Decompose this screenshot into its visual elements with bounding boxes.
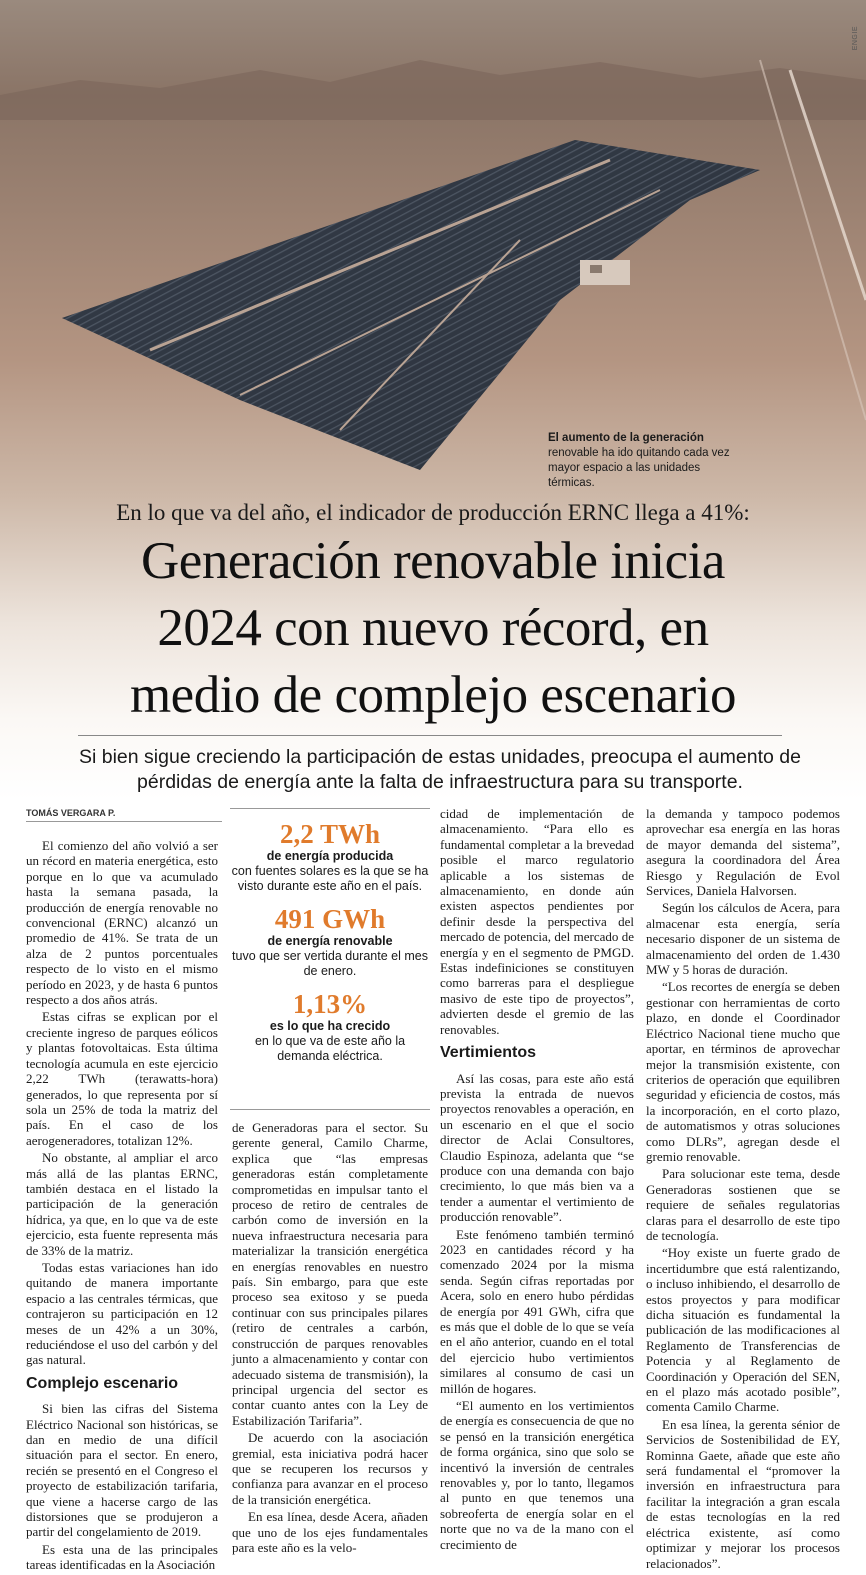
paragraph: Para solucionar este tema, desde Generadoras sostienen que se requiere de señales regulatorias claras para el desarrollo de este tipo de tecnología. [646,1166,840,1243]
subheading-vertimientos: Vertimientos [440,1044,537,1062]
paragraph: de Generadoras para el sector. Su gerente general, Camilo Charme, explica que “las empresas generadoras están completamente comprometidas en impulsar tanto el proceso de retiro de centrales de carbón como de inversión en la nueva infraestructura necesaria para materializar la transición energética en energías renovables en nuestro país. Sin embargo, para que este proceso sea exitoso y se pueda continuar con sus principales pilares (retiro de centrales a carbón, construcción de parques renovables junto a almacenamiento y contar con adecuado sistema de transmisión), la principal urgencia del sector es contar cuanto antes con la Ley de Estabilización Tarifaria”. [232,1120,428,1428]
fact-bold: es lo que ha crecido [269,1019,391,1033]
fact-bold: de energía renovable [267,934,393,948]
column-4 [646,806,840,1573]
fact-item [230,989,430,1064]
paragraph: Todas estas variaciones han ido quitando de manera importante espacio a las centrales térmicas, que contrajeron su participación en 12 meses de un 42% a un 30%, reduciéndose el uso del carbón y del gas natural. [26,1259,218,1368]
fact-item [230,819,430,894]
byline: TOMÁS VERGARA P. [26,808,116,818]
photo-caption [548,431,748,491]
headline [0,528,866,729]
column-2 [232,1120,428,1557]
paragraph: De acuerdo con la asociación gremial, esta iniciativa podrá hacer que se recuperen los recursos y confianza para avanzar en el proceso de la transición energética. [232,1430,428,1507]
paragraph: Así las cosas, para este año está prevista la entrada de nuevos proyectos renovables a operación, en un escenario en el que el socio director de Aclai Consultores, Claudio Espinoza, adelanta que “se produce con una demanda con bajo crecimiento, lo que más bien va a tender a aumentar el vertimiento de producción renovable”. [440,1070,634,1225]
paragraph: Según los cálculos de Acera, para almacenar esta energía, sería necesario disponer de un sistema de almacenamiento del orden de 1.430 MW y 5 horas de duración. [646,900,840,978]
paragraph: Es esta una de las principales tareas identificadas en la Asociación [26,1541,218,1573]
headline-rule [78,735,782,736]
paragraph: la demanda y tampoco podemos aprovechar esa energía en las horas de mayor demanda del sistema”, asegura la coordinadora del Área Riesgo y Regulación de Evol Services, Daniela Halvorsen. [646,806,840,899]
facts-box [230,808,430,1110]
headline-line-2: 2024 con nuevo récord, en [157,599,709,657]
byline-rule [26,821,222,822]
paragraph: “El aumento en los vertimientos de energía es consecuencia de que no se pensó en la transición energética de forma orgánica, sino que solo se incentivó la inversión de centrales renovables y, por lo tanto, llegamos al punto en que tenemos una sobreoferta de energía solar en el norte que no va de la mano con el crecimiento de [440,1398,634,1552]
fact-text: con fuentes solares es la que se ha visto durante este año en el país. [231,864,429,893]
paragraph: Estas cifras se explican por el creciente ingreso de parques eólicos y plantas fotovoltaicas. Esta última tecnología acumula en este ejercicio 2,22 TWh (terawatts-hora) generados, lo que representa por sí sola un 25% de toda la matriz del país. En el caso de los aerogeneradores, totalizan 12%. [26,1009,218,1148]
photo-credit: ENGIE [852,26,859,51]
fact-value: 1,13% [292,989,368,1019]
paragraph: cidad de implementación de almacenamiento. “Para ello es fundamental completar a la brevedad posible el marco regulatorio aplicable a los sistemas de almacenamiento, en donde aún existen aspectos pendientes por definir desde la perspectiva del mercado de potencia, del mercado de energía y en el segmento de PMGD. Estas indefiniciones se constituyen como barreras para el despliegue masivo de este tipo de proyectos”, advierten desde el gremio de las renovables. [440,806,634,1037]
paragraph: En esa línea, desde Acera, añaden que uno de los ejes fundamentales para este año es la velo- [232,1509,428,1555]
paragraph: “Hoy existe un fuerte grado de incertidumbre que está ralentizando, o incluso inhibiendo, el desarrollo de estos proyectos y para modificar dicha situación es fundamental la publicación de las modificaciones al Reglamento de Transferencias de Potencia y al Reglamento de Coordinación y Operación del SEN, en el plazo más acotado posible”, comenta Camilo Charme. [646,1245,840,1415]
fact-value: 2,2 TWh [279,819,381,849]
fact-text: en lo que va de este año la demanda eléctrica. [254,1034,406,1063]
column-3 [440,806,634,1554]
paragraph: No obstante, al ampliar el arco más allá de las plantas ERNC, también destaca en el listado la participación de la generación hídrica, ya que, en lo que va de este ejercicio, esta fuente representa más de 33% de la matriz. [26,1150,218,1258]
subheading-complejo: Complejo escenario [26,1374,179,1392]
paragraph: Este fenómeno también terminó 2023 en cantidades récord y ha comenzado 2024 por la misma senda. Según cifras reportadas por Acera, solo en enero hubo pérdidas de energía por 491 GWh, cifra que es más que el doble de lo que se veía en el año anterior, cuando en el total del ejercicio hubo vertimientos similares al consumo de casi un millón de hogares. [440,1226,634,1396]
paragraph: El comienzo del año volvió a ser un récord en materia energética, esto porque en lo que va acumulado hasta la semana pasada, la producción de energía renovable no convencional (ERNC) alcanzó un promedio de 41%. Se trata de un alza de 2 puntos porcentuales respecto de lo visto en el mismo período en 2023, y de hasta 6 puntos respecto a dos años atrás. [26,838,218,1008]
caption-text: renovable ha ido quitando cada vez mayor espacio a las unidades térmicas. [548,447,730,489]
kicker: En lo que va del año, el indicador de producción ERNC llega a 41%: [116,500,750,525]
headline-line-1: Generación renovable inicia [141,532,725,590]
fact-value: 491 GWh [274,904,386,934]
paragraph: En esa línea, la gerenta sénior de Servicios de Sostenibilidad de EY, Rominna Gaete, añade que este año será fundamental el “promover la inversión en infraestructura para facilitar la integración a gran escala de estas tecnologías en la red eléctrica existente, así como optimizar y mejorar los procesos relacionados”. [646,1416,840,1571]
paragraph: “Los recortes de energía se deben gestionar con herramientas de corto plazo, en donde el Coordinador Eléctrico Nacional tiene mucho que aportar, en términos de aprovechar mejor la transmisión existente, con criterios de operación que equilibren seguridad y eficiencia de costos, más la incorporación, en el corto plazo, de automatismos y otras soluciones como DLRs”, agregan desde el gremio renovable. [646,979,840,1164]
fact-text: tuvo que ser vertida durante el mes de enero. [232,949,428,978]
fact-item [230,904,430,979]
caption-bold: El aumento de la generación [548,432,704,444]
fact-bold: de energía producida [266,849,394,863]
paragraph: Si bien las cifras del Sistema Eléctrico Nacional son históricas, se dan en medio de una difícil situación para el sector. En enero, recién se presentó en el Congreso el proyecto de estabilización tarifaria, que viene a hacerse cargo de las distorsiones que se produjeron a partir del congelamiento de 2019. [26,1401,218,1540]
headline-line-3: medio de complejo escenario [129,666,737,724]
deck: Si bien sigue creciendo la participación de estas unidades, preocupa el aumento de pérdidas de energía ante la falta de infraestructura para su transporte. [79,746,801,793]
column-1 [26,838,218,1575]
